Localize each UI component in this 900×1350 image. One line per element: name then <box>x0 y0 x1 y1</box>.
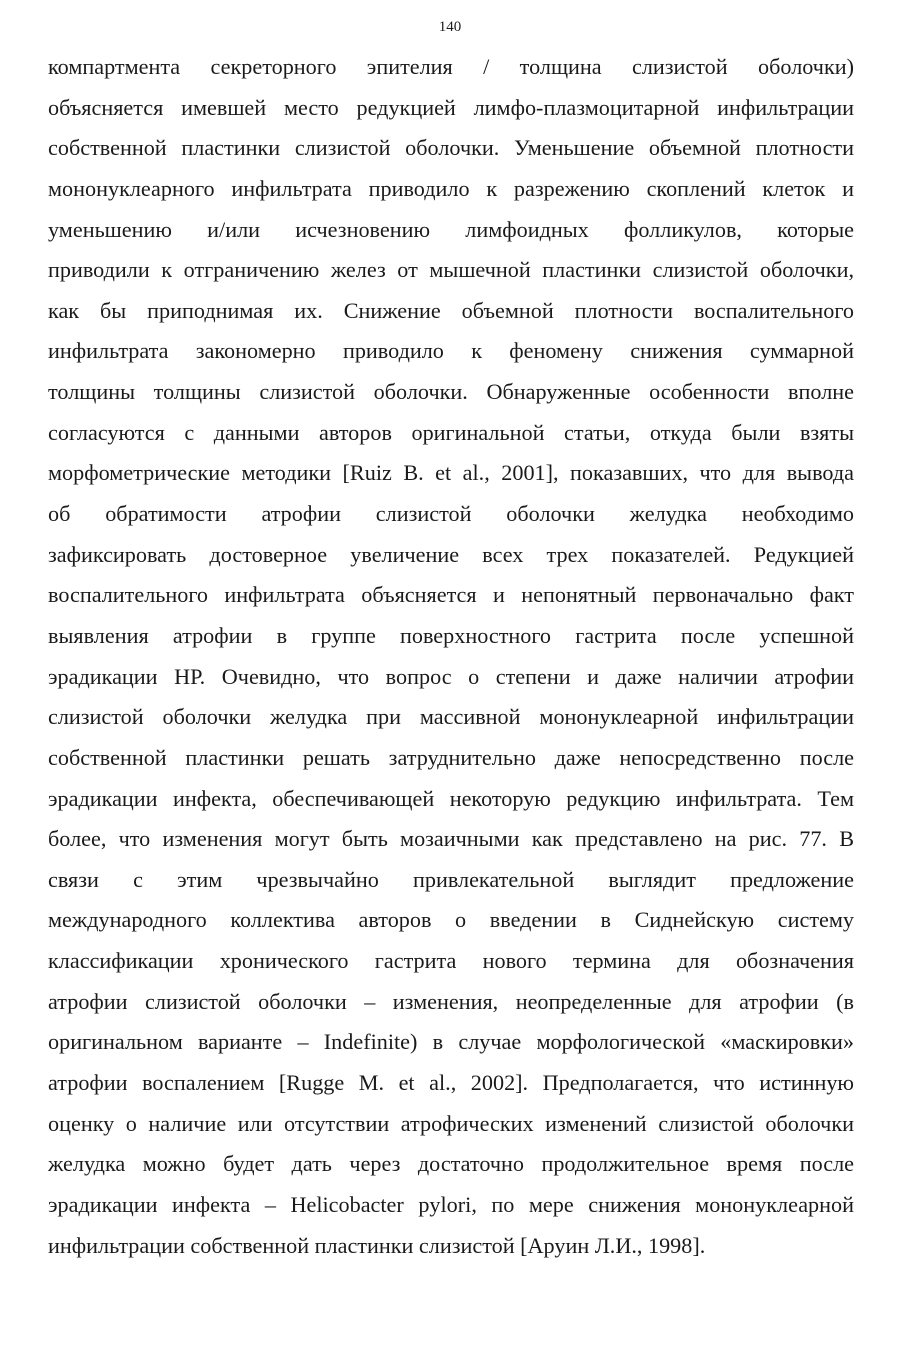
text-line-last: инфильтрации собственной пластинки слизистой [Аруин Л.И., 1998]. <box>48 1232 706 1258</box>
text-line: зафиксировать достоверное увеличение всех трех показателей. Редукцией <box>48 541 854 567</box>
page-number: 140 <box>438 19 462 35</box>
text-line: уменьшению и/или исчезновению лимфоидных фолликулов, которые <box>48 216 854 242</box>
text-line: более, что изменения могут быть мозаичными как представлено на рис. 77. В <box>48 826 854 852</box>
text-line: согласуются с данными авторов оригинальной статьи, откуда были взяты <box>48 419 854 445</box>
text-line: выявления атрофии в группе поверхностного гастрита после успешной <box>48 622 854 648</box>
text-line: приводили к отграничению желез от мышечной пластинки слизистой оболочки, <box>48 257 854 283</box>
text-line: толщины толщины слизистой оболочки. Обнаруженные особенности вполне <box>48 379 854 405</box>
text-line: объясняется имевшей место редукцией лимфо-плазмоцитарной инфильтрации <box>48 94 854 120</box>
text-line: связи с этим чрезвычайно привлекательной выглядит предложение <box>48 866 854 892</box>
text-line: эрадикации инфекта, обеспечивающей некоторую редукцию инфильтрата. Тем <box>48 785 854 811</box>
text-line: компартмента секреторного эпителия / толщина слизистой оболочки) <box>48 54 854 79</box>
text-line: международного коллектива авторов о введении в Сиднейскую систему <box>48 907 854 933</box>
text-line: воспалительного инфильтрата объясняется и непонятный первоначально факт <box>48 582 854 608</box>
text-line: слизистой оболочки желудка при массивной мононуклеарной инфильтрации <box>48 704 854 730</box>
text-line: оценку о наличие или отсутствии атрофических изменений слизистой оболочки <box>48 1110 854 1136</box>
body-text <box>48 47 854 1266</box>
text-line: эрадикации инфекта – Helicobacter pylori, по мере снижения мононуклеарной <box>48 1191 854 1217</box>
text-line: морфометрические методики [Ruiz B. et al., 2001], показавших, что для вывода <box>48 460 854 486</box>
text-line: инфильтрата закономерно приводило к феномену снижения суммарной <box>48 338 854 364</box>
text-line: мононуклеарного инфильтрата приводило к разрежению скоплений клеток и <box>48 175 854 201</box>
text-line: как бы приподнимая их. Снижение объемной плотности воспалительного <box>48 297 854 323</box>
text-line: собственной пластинки слизистой оболочки. Уменьшение объемной плотности <box>48 135 854 161</box>
text-line: оригинальном варианте – Indefinite) в случае морфологической «маскировки» <box>48 1029 854 1055</box>
text-line: собственной пластинки решать затруднительно даже непосредственно после <box>48 744 854 770</box>
text-line: атрофии слизистой оболочки – изменения, неопределенные для атрофии (в <box>48 988 854 1014</box>
text-line: эрадикации НР. Очевидно, что вопрос о степени и даже наличии атрофии <box>48 663 854 689</box>
text-line: классификации хронического гастрита нового термина для обозначения <box>48 948 854 974</box>
text-line: об обратимости атрофии слизистой оболочки желудка необходимо <box>48 501 854 527</box>
text-line: атрофии воспалением [Rugge M. et al., 2002]. Предполагается, что истинную <box>48 1070 854 1096</box>
text-line: желудка можно будет дать через достаточно продолжительное время после <box>48 1151 854 1177</box>
